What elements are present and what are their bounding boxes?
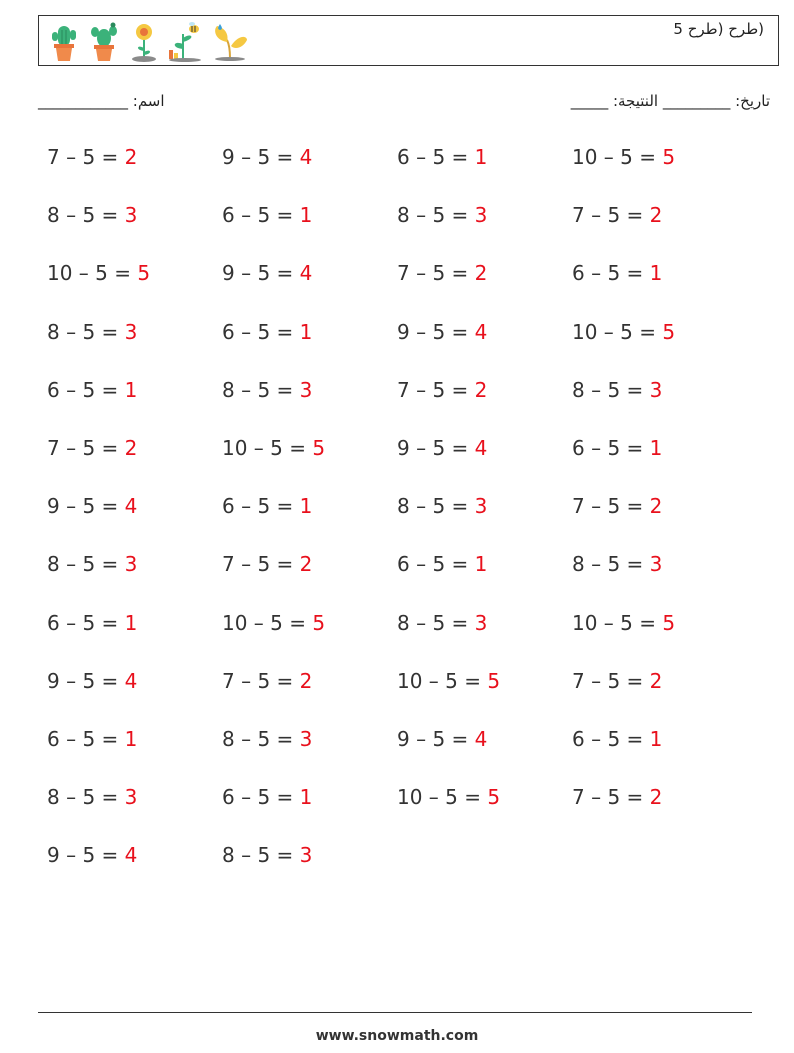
watered-leaf-icon	[211, 22, 249, 62]
problem-answer: 5	[137, 261, 151, 286]
problem-answer: 2	[124, 145, 138, 169]
problem-item	[222, 320, 312, 344]
problem-answer: 3	[299, 377, 313, 402]
problem-answer: 2	[649, 668, 663, 693]
problem-answer: 1	[299, 319, 313, 344]
problem-question: 10 – 5 =	[397, 785, 488, 810]
problem-item	[397, 494, 487, 518]
problem-answer: 1	[299, 785, 313, 810]
problem-question: 9 – 5 =	[47, 843, 125, 868]
problem-question: 9 – 5 =	[47, 668, 125, 693]
problem-answer: 2	[124, 436, 138, 460]
problem-question: 9 – 5 =	[397, 319, 475, 344]
problem-answer: 4	[474, 436, 488, 460]
problem-item	[397, 378, 487, 402]
problem-answer: 3	[299, 727, 313, 751]
problem-answer: 4	[474, 727, 488, 751]
problem-item	[222, 727, 312, 751]
problem-item	[397, 145, 487, 169]
problem-question: 7 – 5 =	[572, 494, 650, 519]
problem-answer: 2	[299, 668, 313, 693]
problem-item	[47, 436, 137, 460]
problem-question: 7 – 5 =	[397, 261, 475, 286]
problem-answer: 4	[124, 843, 138, 868]
problem-answer: 5	[662, 145, 676, 169]
problem-question: 10 – 5 =	[572, 610, 663, 635]
problem-question: 8 – 5 =	[572, 377, 650, 402]
problem-answer: 5	[662, 610, 676, 635]
problem-answer: 1	[299, 203, 313, 228]
problem-item	[47, 843, 137, 867]
problem-answer: 5	[487, 785, 501, 810]
sunflower-icon	[129, 22, 159, 62]
problem-item	[47, 669, 137, 693]
problem-grid	[47, 145, 747, 885]
problem-question: 6 – 5 =	[397, 552, 475, 577]
problem-question: 10 – 5 =	[572, 145, 663, 169]
problem-item	[222, 378, 312, 402]
problem-item	[47, 552, 137, 576]
problem-item	[47, 785, 137, 809]
name-field-line: ____________ :اسم	[38, 92, 165, 110]
problem-item	[572, 552, 662, 576]
problem-item	[572, 378, 662, 402]
problem-answer: 1	[124, 377, 138, 402]
problem-question: 10 – 5 =	[222, 436, 313, 460]
problem-question: 6 – 5 =	[572, 261, 650, 286]
problem-answer: 3	[474, 610, 488, 635]
problem-question: 6 – 5 =	[47, 610, 125, 635]
problem-question: 6 – 5 =	[47, 377, 125, 402]
problem-question: 7 – 5 =	[572, 785, 650, 810]
problem-question: 6 – 5 =	[222, 785, 300, 810]
problem-question: 6 – 5 =	[572, 436, 650, 460]
problem-answer: 2	[649, 203, 663, 228]
problem-answer: 3	[474, 494, 488, 519]
problem-answer: 3	[124, 203, 138, 228]
problem-item	[222, 669, 312, 693]
worksheet-header	[38, 15, 779, 66]
problem-item	[222, 552, 312, 576]
problem-question: 8 – 5 =	[397, 494, 475, 519]
problem-answer: 3	[649, 377, 663, 402]
problem-question: 7 – 5 =	[397, 377, 475, 402]
problem-question: 9 – 5 =	[222, 145, 300, 169]
problem-question: 10 – 5 =	[572, 319, 663, 344]
problem-item	[222, 843, 312, 867]
problem-item	[572, 785, 662, 809]
problem-question: 6 – 5 =	[222, 494, 300, 519]
problem-item	[572, 611, 675, 635]
problem-answer: 2	[299, 552, 313, 577]
problem-answer: 3	[299, 843, 313, 868]
problem-item	[572, 494, 662, 518]
problem-answer: 2	[474, 377, 488, 402]
problem-item	[572, 261, 662, 285]
problem-answer: 4	[299, 261, 313, 286]
footer-url: www.snowmath.com	[315, 1028, 479, 1044]
problem-item	[47, 261, 150, 285]
problem-item	[222, 611, 325, 635]
problem-question: 8 – 5 =	[572, 552, 650, 577]
problem-answer: 4	[474, 319, 488, 344]
problem-question: 7 – 5 =	[572, 203, 650, 228]
problem-question: 9 – 5 =	[397, 436, 475, 460]
problem-question: 7 – 5 =	[47, 145, 125, 169]
problem-item	[397, 436, 487, 460]
problem-answer: 5	[312, 436, 326, 460]
problem-answer: 1	[474, 145, 488, 169]
problem-answer: 1	[649, 261, 663, 286]
problem-item	[47, 494, 137, 518]
problem-item	[572, 669, 662, 693]
worksheet-title: (طرح (طرح 5	[673, 20, 764, 38]
problem-answer: 1	[649, 727, 663, 751]
problem-answer: 5	[487, 668, 501, 693]
problem-answer: 2	[649, 785, 663, 810]
problem-question: 6 – 5 =	[397, 145, 475, 169]
problem-question: 8 – 5 =	[47, 552, 125, 577]
problem-answer: 1	[299, 494, 313, 519]
problem-question: 10 – 5 =	[47, 261, 138, 286]
problem-item	[397, 320, 487, 344]
problem-question: 8 – 5 =	[222, 727, 300, 751]
problem-item	[47, 727, 137, 751]
problem-question: 8 – 5 =	[222, 377, 300, 402]
cactus-pot-icon	[49, 22, 79, 62]
problem-answer: 2	[474, 261, 488, 286]
problem-item	[47, 378, 137, 402]
problem-answer: 3	[124, 319, 138, 344]
problem-question: 10 – 5 =	[222, 610, 313, 635]
problem-answer: 1	[124, 610, 138, 635]
problem-item	[47, 611, 137, 635]
problem-item	[572, 145, 675, 169]
problem-item	[397, 727, 487, 751]
problem-question: 6 – 5 =	[222, 319, 300, 344]
problem-item	[572, 436, 662, 460]
problem-question: 8 – 5 =	[397, 610, 475, 635]
problem-item	[47, 203, 137, 227]
problem-question: 7 – 5 =	[222, 668, 300, 693]
problem-item	[397, 611, 487, 635]
date-score-line: _____ :تاريخ: _________ النتيجة	[570, 92, 770, 110]
problem-answer: 1	[474, 552, 488, 577]
problem-question: 9 – 5 =	[47, 494, 125, 519]
problem-item	[47, 320, 137, 344]
problem-question: 7 – 5 =	[222, 552, 300, 577]
problem-question: 7 – 5 =	[47, 436, 125, 460]
problem-question: 8 – 5 =	[222, 843, 300, 868]
problem-question: 7 – 5 =	[572, 668, 650, 693]
problem-question: 6 – 5 =	[47, 727, 125, 751]
problem-answer: 1	[649, 436, 663, 460]
problem-item	[572, 320, 675, 344]
problem-answer: 5	[662, 319, 676, 344]
problem-item	[47, 145, 137, 169]
problem-question: 9 – 5 =	[222, 261, 300, 286]
problem-answer: 3	[124, 552, 138, 577]
footer-divider	[38, 1012, 752, 1013]
cactus-pot-icon	[87, 22, 121, 62]
problem-item	[222, 145, 312, 169]
problem-question: 8 – 5 =	[47, 785, 125, 810]
problem-question: 8 – 5 =	[397, 203, 475, 228]
problem-item	[222, 261, 312, 285]
problem-item	[397, 669, 500, 693]
problem-answer: 4	[299, 145, 313, 169]
problem-item	[397, 261, 487, 285]
problem-item	[222, 494, 312, 518]
problem-question: 10 – 5 =	[397, 668, 488, 693]
problem-question: 8 – 5 =	[47, 203, 125, 228]
problem-item	[222, 785, 312, 809]
sprout-bee-icon	[167, 22, 203, 62]
problem-item	[222, 436, 325, 460]
problem-question: 6 – 5 =	[572, 727, 650, 751]
problem-item	[572, 203, 662, 227]
problem-answer: 3	[649, 552, 663, 577]
problem-answer: 3	[474, 203, 488, 228]
problem-item	[397, 203, 487, 227]
problem-item	[397, 785, 500, 809]
problem-item	[222, 203, 312, 227]
problem-answer: 1	[124, 727, 138, 751]
problem-answer: 5	[312, 610, 326, 635]
problem-question: 6 – 5 =	[222, 203, 300, 228]
problem-question: 9 – 5 =	[397, 727, 475, 751]
problem-answer: 3	[124, 785, 138, 810]
header-icons	[49, 20, 249, 62]
problem-item	[572, 727, 662, 751]
problem-answer: 4	[124, 668, 138, 693]
problem-answer: 2	[649, 494, 663, 519]
problem-question: 8 – 5 =	[47, 319, 125, 344]
problem-item	[397, 552, 487, 576]
problem-answer: 4	[124, 494, 138, 519]
